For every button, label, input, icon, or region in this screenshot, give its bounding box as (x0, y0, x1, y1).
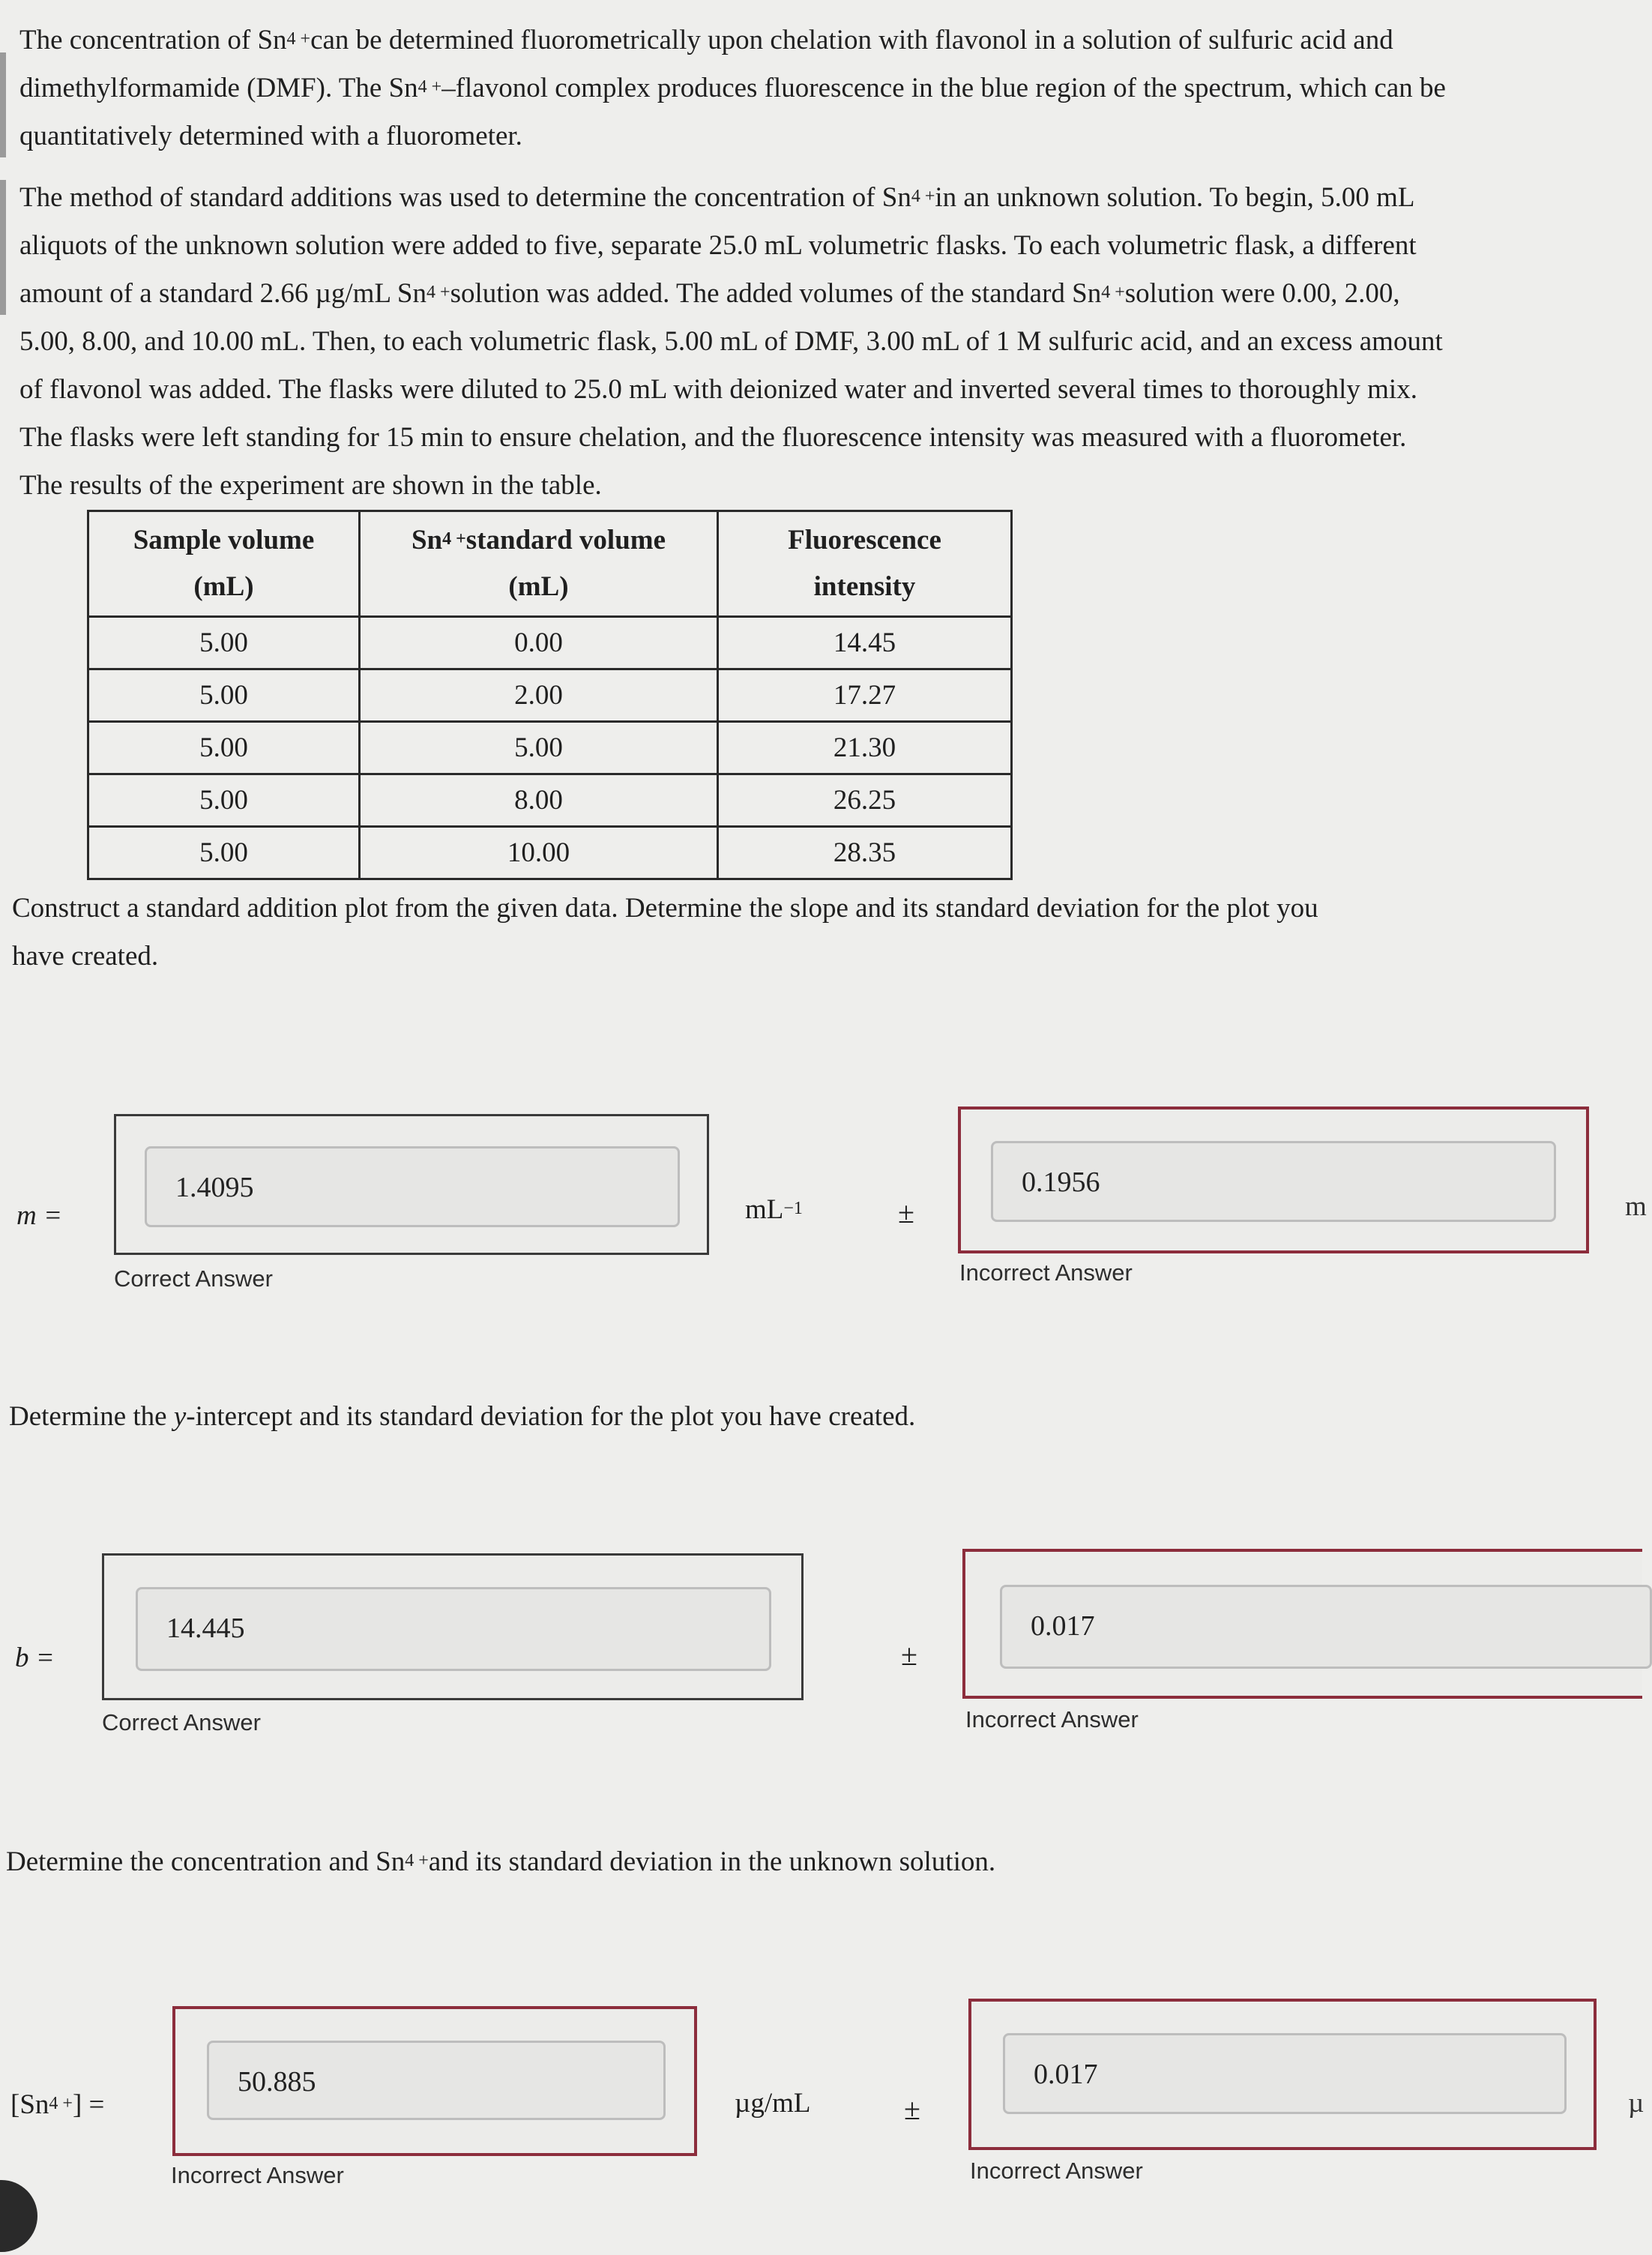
cell-standard-volume: 2.00 (360, 669, 718, 722)
check-icon (0, 2180, 37, 2252)
slope-verdict: Correct Answer (114, 1265, 273, 1292)
data-table (87, 510, 1013, 880)
header-sample-volume: Sample volume (mL) (88, 511, 360, 617)
question-prompt: Determine the concentration and $Sn^{4 +}and$ its standard deviation in the unknown solution. (6, 1846, 996, 1877)
intercept-input[interactable]: 14.445 (136, 1587, 771, 1671)
cell-intensity: 26.25 (718, 774, 1012, 827)
cell-intensity: 17.27 (718, 669, 1012, 722)
cell-sample-volume: 5.00 (88, 774, 360, 827)
intercept-sd-input[interactable]: 0.017 (1000, 1585, 1652, 1669)
table-row (88, 617, 1012, 669)
truncated-unit: µ (1628, 2088, 1645, 2119)
concentration-verdict: Incorrect Answer (171, 2162, 344, 2188)
question-prompt: Construct a standard addition plot from the given data. Determine the slope and its standard deviation for the plot you (12, 893, 1318, 924)
slope-sd-input[interactable]: 0.1956 (991, 1141, 1556, 1222)
intercept-verdict: Correct Answer (102, 1709, 261, 1735)
concentration-answer-box (172, 2006, 697, 2156)
page-edge-mark (0, 180, 6, 315)
intro-line: The method of standard additions was used to determine the concentration of $Sn^{4 +}in$ an unknown solution. To begin, 5.00 mL (19, 182, 1415, 213)
slope-answer-box (114, 1114, 709, 1255)
header-standard-volume: $Sn^{4 +}standard$ volume (mL) (360, 511, 718, 617)
intercept-sd-verdict: Incorrect Answer (965, 1706, 1139, 1732)
cell-sample-volume: 5.00 (88, 617, 360, 669)
table-row (88, 669, 1012, 722)
question-prompt: Determine the y-intercept and its standard deviation for the plot you have created. (9, 1401, 916, 1432)
question-prompt: have created. (12, 941, 159, 972)
intro-line: dimethylformamide (DMF). The $Sn^{4 +}$–flavonol complex produces fluorescence in the blue region of the spectrum, which can be (19, 73, 1446, 103)
cell-sample-volume: 5.00 (88, 722, 360, 774)
cell-intensity: 21.30 (718, 722, 1012, 774)
cell-standard-volume: 0.00 (360, 617, 718, 669)
page-edge-mark (0, 52, 6, 157)
concentration-sd-answer-box (968, 1999, 1597, 2150)
slope-sd-verdict: Incorrect Answer (959, 1259, 1133, 1286)
intercept-label: b = (15, 1643, 55, 1673)
intercept-answer-box (102, 1553, 804, 1700)
table-row (88, 827, 1012, 879)
plus-minus-sign: ± (901, 1638, 917, 1672)
concentration-input[interactable]: 50.885 (207, 2041, 666, 2120)
plus-minus-sign: ± (898, 1196, 914, 1229)
intercept-sd-answer-box (962, 1549, 1642, 1699)
cell-standard-volume: 10.00 (360, 827, 718, 879)
slope-input[interactable]: 1.4095 (145, 1146, 680, 1227)
intro-line: amount of a standard 2.66 µg/mL $Sn^{4 +}solution$ was added. The added volumes of the standard $Sn^{4 +}solution$ were 0.00, 2.00, (19, 278, 1400, 309)
slope-unit: $mL^{-1}$ (745, 1194, 803, 1225)
concentration-sd-input[interactable]: 0.017 (1003, 2033, 1567, 2114)
concentration-sd-verdict: Incorrect Answer (970, 2158, 1143, 2184)
plus-minus-sign: ± (904, 2092, 920, 2126)
intro-line: of flavonol was added. The flasks were diluted to 25.0 mL with deionized water and inverted several times to thoroughly mix. (19, 374, 1417, 405)
intro-line: aliquots of the unknown solution were added to five, separate 25.0 mL volumetric flasks. To each volumetric flask, a different (19, 230, 1417, 261)
cell-intensity: 28.35 (718, 827, 1012, 879)
slope-label: m = (16, 1200, 62, 1231)
intro-line: The results of the experiment are shown in the table. (19, 470, 602, 501)
cell-standard-volume: 8.00 (360, 774, 718, 827)
table-header-row (88, 511, 1012, 617)
intro-line: 5.00, 8.00, and 10.00 mL. Then, to each volumetric flask, 5.00 mL of DMF, 3.00 mL of 1 M sulfuric acid, and an excess amount (19, 326, 1443, 357)
cell-intensity: 14.45 (718, 617, 1012, 669)
table-row (88, 722, 1012, 774)
intro-line: quantitatively determined with a fluorometer. (19, 121, 522, 151)
concentration-unit: µg/mL (735, 2088, 811, 2119)
cell-sample-volume: 5.00 (88, 827, 360, 879)
truncated-unit: m (1625, 1191, 1647, 1222)
cell-sample-volume: 5.00 (88, 669, 360, 722)
slope-sd-answer-box (958, 1107, 1589, 1253)
header-fluorescence-intensity: Fluorescence intensity (718, 511, 1012, 617)
table-row (88, 774, 1012, 827)
cell-standard-volume: 5.00 (360, 722, 718, 774)
concentration-label: $[Sn^{4 +}]$ = (10, 2089, 105, 2120)
intro-line: The concentration of $Sn^{4 +}can$ be determined fluorometrically upon chelation with flavonol in a solution of sulfuric acid and (19, 25, 1393, 55)
intro-line: The flasks were left standing for 15 min to ensure chelation, and the fluorescence intensity was measured with a fluorometer. (19, 422, 1407, 453)
